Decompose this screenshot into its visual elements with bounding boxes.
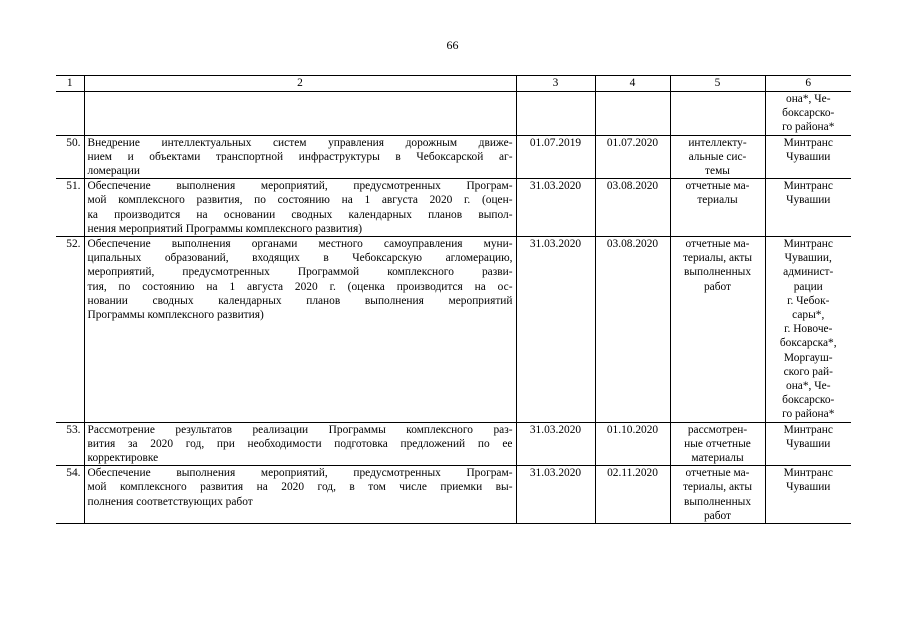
end-date: 03.08.2020 — [595, 179, 670, 237]
activity-description-line: ка производится на основании сводных календарных планов выпол- — [87, 208, 513, 221]
expected-result-line: выполненных — [683, 495, 752, 508]
activity-description-line: Внедрение интеллектуальных систем управления дорожным движе- — [87, 136, 513, 149]
item-number: 51. — [56, 179, 84, 237]
end-date: 01.07.2020 — [595, 135, 670, 179]
column-header: 6 — [765, 76, 851, 92]
activity-description-line: Обеспечение выполнения мероприятий, предусмотренных Програм- — [87, 467, 513, 480]
expected-result-line: темы — [705, 165, 730, 178]
activity-description-line: нения мероприятий Программы комплексного развития) — [87, 222, 363, 235]
expected-result-line: интеллекту- — [688, 136, 747, 149]
responsible-party-line: ского рай- — [783, 365, 833, 378]
table-header-row — [56, 76, 851, 92]
end-date: 03.08.2020 — [595, 237, 670, 423]
activity-description-line: Обеспечение выполнения мероприятий, предусмотренных Програм- — [87, 180, 513, 193]
responsible-party-line: Чувашии — [786, 150, 831, 163]
table-row — [56, 466, 851, 524]
responsible-party-line: сары*, — [792, 309, 825, 322]
expected-result-line: териалы, акты — [682, 481, 753, 494]
responsible-party-line: Чувашии — [786, 194, 831, 207]
expected-result-line: отчетные ма- — [685, 467, 750, 480]
responsible-party-line: г. Чебок- — [787, 294, 830, 307]
responsible-party-line: рации — [793, 280, 823, 293]
expected-result-line: отчетные ма- — [685, 238, 750, 251]
expected-result — [670, 422, 765, 466]
column-header: 3 — [516, 76, 595, 92]
expected-result — [670, 135, 765, 179]
column-header: 5 — [670, 76, 765, 92]
start-date: 31.03.2020 — [516, 237, 595, 423]
expected-result-line: работ — [703, 509, 732, 522]
responsible-party-line: Чувашии, — [784, 252, 832, 265]
responsible-party-line: Минтранс — [783, 467, 833, 480]
table-row — [56, 92, 851, 136]
expected-result-line: работ — [703, 280, 732, 293]
activities-table — [56, 75, 851, 524]
responsible-party-line: Чувашии — [786, 437, 831, 450]
responsible-party — [765, 135, 851, 179]
activity-description-line: мой комплексного развития на 2020 год, в том числе приемки вы- — [87, 481, 513, 494]
start-date: 31.03.2020 — [516, 179, 595, 237]
table-row — [56, 237, 851, 423]
responsible-party-line: Чувашии — [786, 481, 831, 494]
expected-result — [670, 92, 765, 136]
activity-description-line: Обеспечение выполнения органами местного самоуправления муни- — [87, 238, 513, 251]
expected-result — [670, 237, 765, 423]
responsible-party-line: Минтранс — [783, 136, 833, 149]
table-row — [56, 422, 851, 466]
column-header: 1 — [56, 76, 84, 92]
expected-result-line: выполненных — [683, 266, 752, 279]
expected-result — [670, 179, 765, 237]
item-number: 52. — [56, 237, 84, 423]
responsible-party-line: она*, Че- — [786, 380, 831, 393]
responsible-party-line: Минтранс — [783, 238, 833, 251]
activity-description-line: полнения соответствующих работ — [87, 495, 253, 508]
expected-result-line: рассмотрен- — [687, 423, 748, 436]
responsible-party-line: боксарско- — [782, 107, 835, 120]
responsible-party-line: боксарска*, — [779, 337, 837, 350]
item-number: 50. — [56, 135, 84, 179]
activity-description-line: корректировке — [87, 452, 159, 465]
expected-result-line: териалы, акты — [682, 252, 753, 265]
activity-description — [84, 237, 516, 423]
table-body — [56, 92, 851, 524]
responsible-party-line: го района* — [782, 408, 835, 421]
column-header: 4 — [595, 76, 670, 92]
expected-result-line: териалы — [697, 194, 738, 207]
activity-description — [84, 179, 516, 237]
responsible-party — [765, 466, 851, 524]
activity-description — [84, 135, 516, 179]
activity-description-line: Программы комплексного развития) — [87, 309, 264, 322]
end-date: 02.11.2020 — [595, 466, 670, 524]
expected-result-line: отчетные ма- — [685, 180, 750, 193]
activity-description-line: новании сводных календарных планов выполнения мероприятий — [87, 294, 513, 307]
expected-result-line: альные сис- — [688, 150, 747, 163]
item-number: 53. — [56, 422, 84, 466]
activity-description-line: тия, по состоянию на 1 августа 2020 г. (оценка производится на ос- — [87, 280, 513, 293]
responsible-party-line: админист- — [783, 266, 834, 279]
activity-description-line: нием и объектами транспортной инфраструктуры в Чебоксарской аг- — [87, 150, 513, 163]
item-number: 54. — [56, 466, 84, 524]
responsible-party — [765, 179, 851, 237]
end-date: 01.10.2020 — [595, 422, 670, 466]
activity-description-line: вития за 2020 год, при необходимости подготовка предложений по ее — [87, 437, 513, 450]
expected-result — [670, 466, 765, 524]
table-row — [56, 179, 851, 237]
responsible-party — [765, 237, 851, 423]
end-date — [595, 92, 670, 136]
responsible-party-line: го района* — [782, 121, 835, 134]
responsible-party-line: Минтранс — [783, 423, 833, 436]
column-header: 2 — [84, 76, 516, 92]
responsible-party-line: Моргауш- — [783, 351, 833, 364]
start-date: 31.03.2020 — [516, 466, 595, 524]
responsible-party-line: г. Новоче- — [784, 323, 833, 336]
responsible-party — [765, 92, 851, 136]
activity-description-line: мой комплексного развития, по состоянию на 1 августа 2020 г. (оцен- — [87, 194, 513, 207]
activity-description — [84, 422, 516, 466]
activity-description — [84, 92, 516, 136]
expected-result-line: материалы — [691, 452, 744, 465]
activity-description-line: Рассмотрение результатов реализации Программы комплексного раз- — [87, 423, 513, 436]
expected-result-line: ные отчетные — [684, 437, 751, 450]
start-date — [516, 92, 595, 136]
responsible-party-line: боксарско- — [782, 394, 835, 407]
responsible-party-line: она*, Че- — [786, 93, 831, 105]
start-date: 31.03.2020 — [516, 422, 595, 466]
start-date: 01.07.2019 — [516, 135, 595, 179]
page-number: 66 — [446, 38, 459, 52]
activity-description-line: ципальных образований, входящих в Чебоксарскую агломерацию, — [87, 252, 513, 265]
table-row — [56, 135, 851, 179]
activity-description-line: ломерации — [87, 165, 140, 178]
activity-description — [84, 466, 516, 524]
responsible-party-line: Минтранс — [783, 180, 833, 193]
activity-description-line: мероприятий, предусмотренных Программой комплексного разви- — [87, 266, 513, 279]
item-number — [56, 92, 84, 136]
responsible-party — [765, 422, 851, 466]
